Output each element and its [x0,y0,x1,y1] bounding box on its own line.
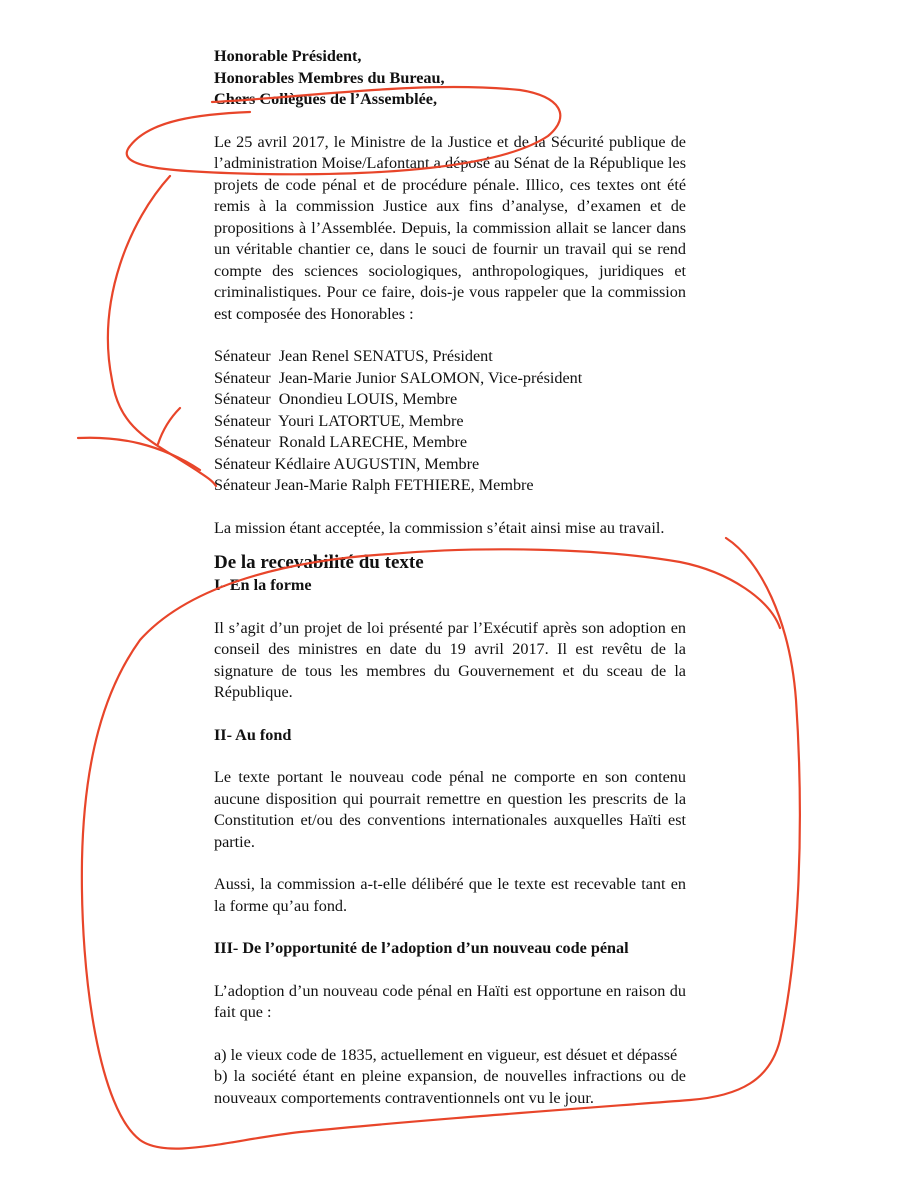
ink-arrow-down [108,176,216,486]
member-senatus: Sénateur Jean Renel SENATUS, Président [214,347,493,365]
item-a: a) le vieux code de 1835, actuellement en vigueur, est désuet et dépassé [214,1045,678,1064]
member-fethiere: Sénateur Jean-Marie Ralph FETHIERE, Membre [214,476,534,494]
fond-heading: II- Au fond [214,725,292,744]
salutation-bureau: Honorables Membres du Bureau, [214,68,445,87]
conclusion-paragraph: Aussi, la commission a-t-elle délibéré que le texte est recevable tant en la forme qu’au fond. [214,875,686,915]
member-salomon: Sénateur Jean-Marie Junior SALOMON, Vice-président [214,368,583,387]
salutation-president: Honorable Président, [214,47,362,65]
member-augustin: Sénateur Kédlaire AUGUSTIN, Membre [214,454,480,473]
member-louis: Sénateur Onondieu LOUIS, Membre [214,390,458,408]
ink-arrow-head [78,408,200,470]
recevabilite-title: De la recevabilité du texte [214,552,424,573]
opportunite-paragraph: L’adoption d’un nouveau code pénal en Haïti est opportune en raison du fait que : [214,981,686,1021]
document-body [214,46,686,1109]
fond-paragraph: Le texte portant le nouveau code pénal ne comporte en son contenu aucune disposition qui pourrait remettre en question les prescrits de la Constitution et/ou des conventions internationales auxquelles Haïti est partie. [214,768,686,851]
item-b: b) la société étant en pleine expansion, de nouvelles infractions ou de nouveaux comportements contraventionnels ont vu le jour. [214,1067,686,1107]
salutation-colleagues: Chers Collègues de l’Assemblée, [214,90,437,108]
forme-heading: I- En la forme [214,576,312,594]
member-latortue: Sénateur Youri LATORTUE, Membre [214,411,464,430]
mission-paragraph: La mission étant acceptée, la commission s’était ainsi mise au travail. [214,518,665,537]
forme-paragraph: Il s’agit d’un projet de loi présenté par l’Exécutif après son adoption en conseil des ministres en date du 19 avril 2017. Il est revêtu de la signature de tous les membres du Gouvernement et du sceau de la République. [214,618,686,701]
opportunite-heading: III- De l’opportunité de l’adoption d’un nouveau code pénal [214,939,629,957]
member-lareche: Sénateur Ronald LARECHE, Membre [214,433,468,451]
intro-paragraph: Le 25 avril 2017, le Ministre de la Justice et de la Sécurité publique de l’administration Moise/Lafontant a déposé au Sénat de la République les projets de code pénal et de procédure pénale. Illico, ces textes ont été remis à la commission Justice aux fins d’analyse, d’examen et de propositions à l’Assemblée. Depuis, la commission allait se lancer dans un véritable chantier ce, dans le souci de fournir un travail qui se rend compte des sciences sociologiques, anthropologiques, juridiques et criminalistiques. Pour ce faire, dois-je vous rappeler que la commission est composée des Honorables : [214,132,686,323]
